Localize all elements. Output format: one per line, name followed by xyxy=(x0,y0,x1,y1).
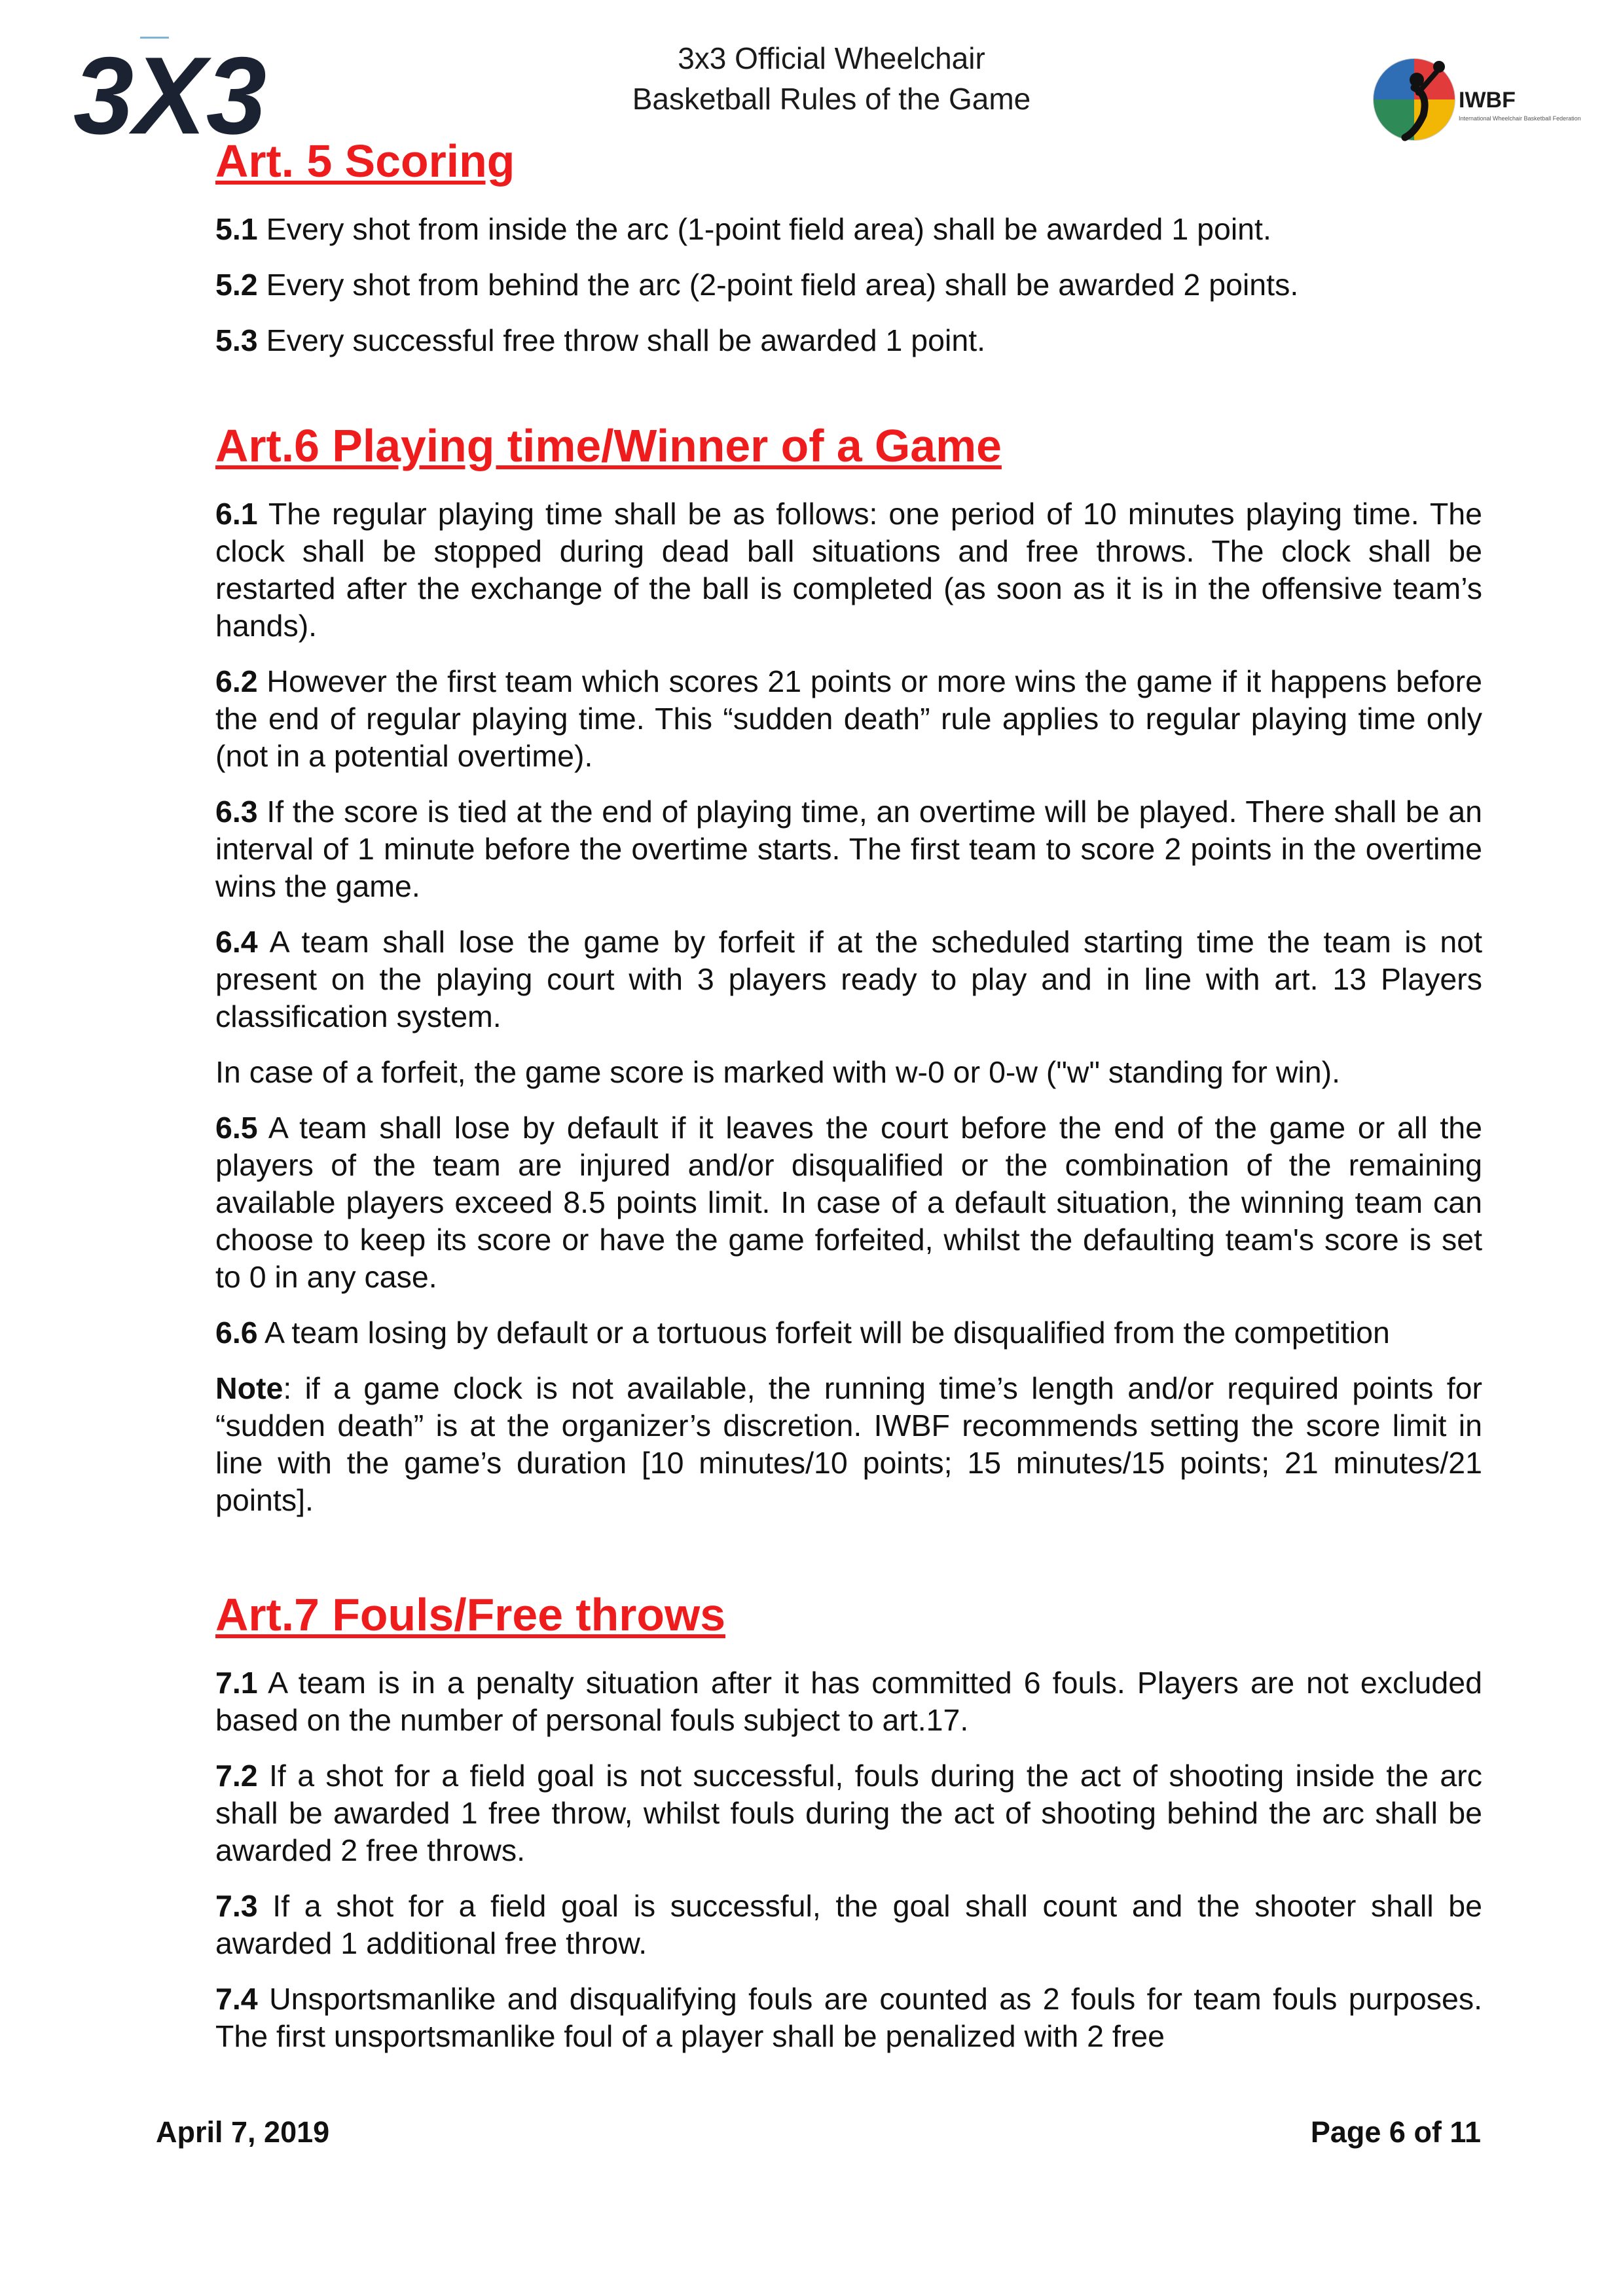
paragraph-6-6 xyxy=(215,1314,1482,1352)
paragraph-number: 6.1 xyxy=(215,497,258,531)
iwbf-logo-text: IWBF xyxy=(1459,88,1516,113)
paragraph-number: 6.2 xyxy=(215,664,258,698)
paragraph-6-4-forfeit xyxy=(215,1054,1482,1091)
article-5-heading: Art. 5 Scoring xyxy=(215,135,515,187)
paragraph-6-4 xyxy=(215,924,1482,1035)
paragraph-number: 6.4 xyxy=(215,925,258,959)
paragraph-text: If a shot for a field goal is successful, the goal shall count and the shooter shall be awarded 1 additional free throw. xyxy=(215,1889,1482,1960)
paragraph-6-2 xyxy=(215,663,1482,775)
paragraph-text: Unsportsmanlike and disqualifying fouls are counted as 2 fouls for team fouls purposes. The first unsportsmanlike foul of a player shall be penalized with 2 free xyxy=(215,1982,1482,2053)
paragraph-text: A team shall lose by default if it leaves the court before the end of the game or all the players of the team are injured and/or disqualified or the combination of the remaining available players exceed 8.5 points limit. In case of a default situation, the winning team can choose to keep its score or have the game forfeited, whilst the defaulting team's score is set to 0 in any case. xyxy=(215,1111,1482,1294)
article-6-heading: Art.6 Playing time/Winner of a Game xyxy=(215,420,1002,471)
paragraph-number: 7.2 xyxy=(215,1759,258,1793)
document-title xyxy=(498,38,1165,119)
paragraph-text: The regular playing time shall be as follows: one period of 10 minutes playing time. The clock shall be stopped during dead ball situations and free throws. The clock shall be restarted after the exchange of the ball is completed (as soon as it is in the offensive team’s hands). xyxy=(215,497,1482,643)
paragraph-5-3 xyxy=(215,322,1482,359)
paragraph-7-2 xyxy=(215,1757,1482,1869)
paragraph-text: A team shall lose the game by forfeit if at the scheduled starting time the team is not present on the playing court with 3 players ready to play and in line with art. 13 Players classification system. xyxy=(215,925,1482,1033)
iwbf-logo-subtext: International Wheelchair Basketball Federation xyxy=(1459,115,1581,122)
paragraph-6-1 xyxy=(215,495,1482,645)
paragraph-5-1 xyxy=(215,211,1482,248)
paragraph-text: If the score is tied at the end of playing time, an overtime will be played. There shall be an interval of 1 minute before the overtime starts. The first team to score 2 points in the overtime wins the game. xyxy=(215,795,1482,903)
paragraph-number: 5.3 xyxy=(215,323,258,357)
iwbf-globe-icon xyxy=(1374,59,1455,140)
paragraph-text: Every successful free throw shall be awarded 1 point. xyxy=(257,323,986,357)
paragraph-7-3 xyxy=(215,1888,1482,1962)
paragraph-7-1 xyxy=(215,1664,1482,1739)
paragraph-text: If a shot for a field goal is not successful, fouls during the act of shooting inside the arc shall be awarded 1 free throw, whilst fouls during the act of shooting behind the arc shall be awarded 2 free throws. xyxy=(215,1759,1482,1867)
paragraph-number: 6.3 xyxy=(215,795,258,829)
paragraph-text: Every shot from behind the arc (2-point field area) shall be awarded 2 points. xyxy=(257,268,1299,302)
footer-date: April 7, 2019 xyxy=(156,2115,330,2149)
document-title-line-1: 3x3 Official Wheelchair xyxy=(678,41,985,75)
paragraph-5-2 xyxy=(215,266,1482,304)
3x3-logo-text: 3X3 xyxy=(73,34,266,157)
paragraph-text: However the first team which scores 21 points or more wins the game if it happens before the end of regular playing time. This “sudden death” rule applies to regular playing time only (not in a potential overtime). xyxy=(215,664,1482,773)
paragraph-6-5 xyxy=(215,1109,1482,1296)
paragraph-text: A team is in a penalty situation after it has committed 6 fouls. Players are not excluded based on the number of personal fouls subject to art.17. xyxy=(215,1666,1482,1737)
paragraph-number: 6.5 xyxy=(215,1111,258,1145)
paragraph-text: In case of a forfeit, the game score is marked with w-0 or 0-w ("w" standing for win). xyxy=(215,1055,1341,1089)
paragraph-number: 7.1 xyxy=(215,1666,258,1700)
paragraph-number: 7.4 xyxy=(215,1982,258,2016)
paragraph-number: 5.2 xyxy=(215,268,258,302)
document-body xyxy=(215,135,1482,2055)
paragraph-text: : if a game clock is not available, the running time’s length and/or required points for “sudden death” is at the organizer’s discretion. IWBF recommends setting the score limit in line with the game’s duration [10 minutes/10 points; 15 minutes/15 points; 21 minutes/21 points]. xyxy=(215,1371,1482,1517)
paragraph-text: A team losing by default or a tortuous forfeit will be disqualified from the competition xyxy=(257,1316,1390,1350)
paragraph-text: Every shot from inside the arc (1-point field area) shall be awarded 1 point. xyxy=(257,212,1271,246)
paragraph-note xyxy=(215,1370,1482,1519)
footer-page-number: Page 6 of 11 xyxy=(1310,2115,1481,2149)
paragraph-number: 7.3 xyxy=(215,1889,258,1923)
document-title-line-2: Basketball Rules of the Game xyxy=(632,82,1031,116)
article-7-heading: Art.7 Fouls/Free throws xyxy=(215,1589,725,1640)
iwbf-logo xyxy=(1368,47,1581,152)
paragraph-number: Note xyxy=(215,1371,283,1405)
paragraph-number: 5.1 xyxy=(215,212,258,246)
paragraph-number: 6.6 xyxy=(215,1316,258,1350)
paragraph-7-4 xyxy=(215,1981,1482,2055)
paragraph-6-3 xyxy=(215,793,1482,905)
